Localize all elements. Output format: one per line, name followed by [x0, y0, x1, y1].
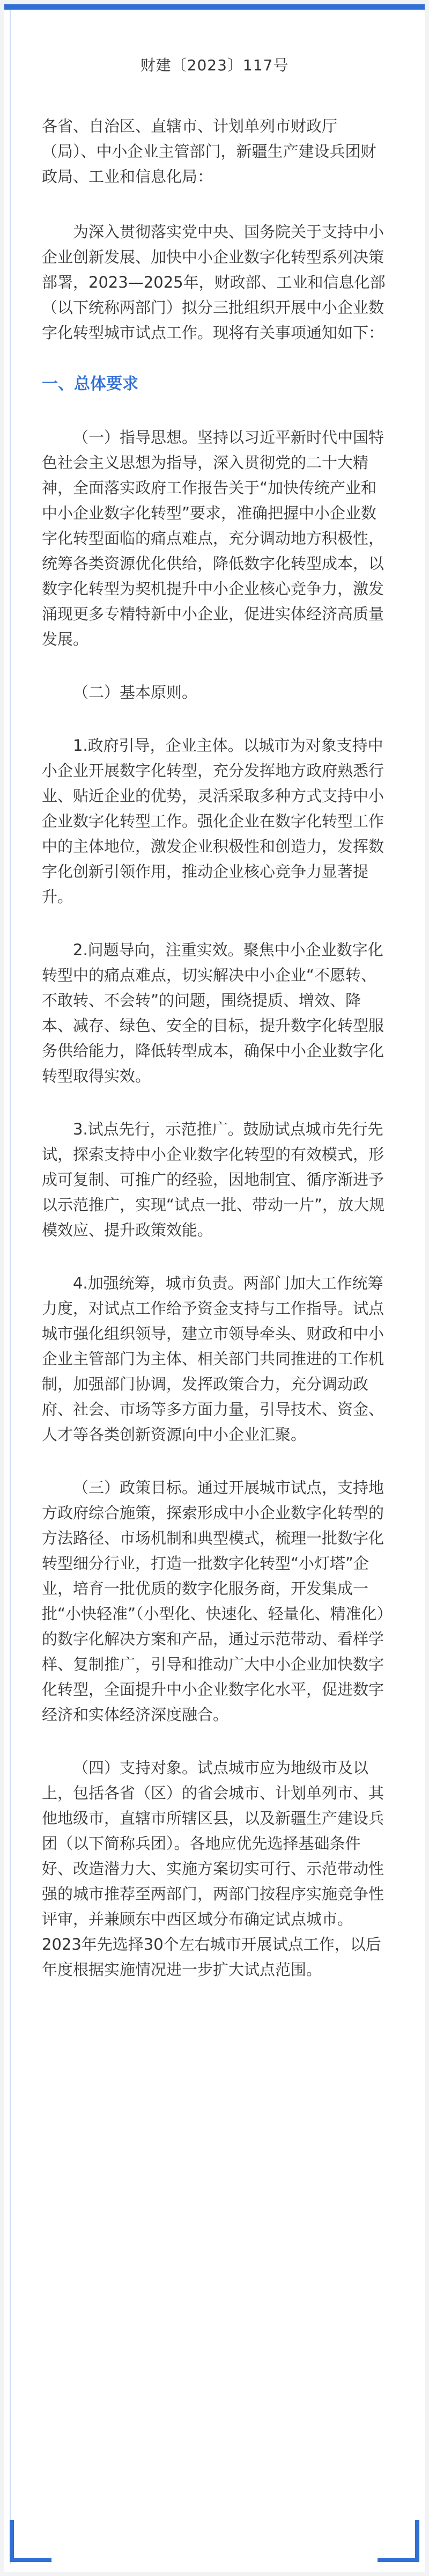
document-number: 财建〔2023〕117号 — [140, 56, 289, 74]
section-heading-general-requirements: 一、总体要求 — [42, 375, 138, 393]
left-line-decoration — [10, 10, 11, 2564]
paragraph-support-targets: （四）支持对象。试点城市应为地级市及以上，包括各省（区）的省会城市、计划单列市、其他地级市，直辖市所辖区县，以及新疆生产建设兵团（以下简称兵团）。各地应优先选择基础条件好、改造潜力大、实施方案切实可行、示范带动性强的城市推荐至两部门，两部门按程序实施竞争性评审，并兼顾东中西区域分布确定试点城市。2023年先选择30个左右城市开展试点工作，以后年度根据实施情况进一步扩大试点范围。 — [42, 1759, 384, 1979]
intro-paragraph: 为深入贯彻落实党中央、国务院关于支持中小企业创新发展、加快中小企业数字化转型系列决策部署，2023—2025年，财政部、工业和信息化部（以下统称两部门）拟分三批组织开展中小企业数字化转型城市试点工作。现将有关事项通知如下： — [42, 223, 386, 342]
top-border-decoration — [4, 4, 425, 10]
paragraph-policy-goals: （三）政策目标。通过开展城市试点，支持地方政府综合施策，探索形成中小企业数字化转型的方法路径、市场机制和典型模式，梳理一批数字化转型细分行业，打造一批数字化转型“小灯塔”企业，培育一批优质的数字化服务商，开发集成一批“小快轻准”（小型化、快速化、轻量化、精准化）的数字化解决方案和产品，通过示范带动、看样学样、复制推广，引导和推动广大中小企业加快数字化转型，全面提升中小企业数字化水平，促进数字经济和实体经济深度融合。 — [42, 1479, 385, 1724]
article-page — [4, 4, 425, 2572]
paragraph-principle-1: 1.政府引导，企业主体。以城市为对象支持中小企业开展数字化转型，充分发挥地方政府熟悉行业、贴近企业的优势，灵活采取多种方式支持中小企业数字化转型工作。强化企业在数字化转型工作中的主体地位，激发企业积极性和创造力，发挥数字化创新引领作用，推动企业核心竞争力显著提升。 — [42, 736, 384, 906]
bottom-left-corner-decoration — [10, 2520, 51, 2562]
paragraph-principle-4: 4.加强统筹，城市负责。两部门加大工作统筹力度，对试点工作给予资金支持与工作指导。试点城市强化组织领导，建立市领导牵头、财政和中小企业主管部门为主体、相关部门共同推进的工作机制，加强部门协调，发挥政策合力，充分调动政府、社会、市场等多方面力量，引导技术、资金、人才等各类创新资源向中小企业汇聚。 — [42, 1274, 384, 1444]
paragraph-guiding-ideology: （一）指导思想。坚持以习近平新时代中国特色社会主义思想为指导，深入贯彻党的二十大精神，全面落实政府工作报告关于“加快传统产业和中小企业数字化转型”要求，准确把握中小企业数字化转型面临的痛点难点，充分调动地方积极性，统筹各类资源优化供给，降低数字化转型成本，以数字化转型为契机提升中小企业核心竞争力，激发涌现更多专精特新中小企业，促进实体经济高质量发展。 — [42, 428, 384, 648]
paragraph-principle-3: 3.试点先行，示范推广。鼓励试点城市先行先试，探索支持中小企业数字化转型的有效模式，形成可复制、可推广的经验，因地制宜、循序渐进予以示范推广，实现“试点一批、带动一片”，放大规模效应、提升政策效能。 — [42, 1120, 385, 1239]
addressees: 各省、自治区、直辖市、计划单列市财政厅（局）、中小企业主管部门，新疆生产建设兵团财政局、工业和信息化局： — [42, 117, 376, 186]
paragraph-principle-2: 2.问题导向，注重实效。聚焦中小企业数字化转型中的痛点难点，切实解决中小企业“不愿转、不敢转、不会转”的问题，围绕提质、增效、降本、减存、绿色、安全的目标，提升数字化转型服务供给能力，降低转型成本，确保中小企业数字化转型取得实效。 — [42, 941, 384, 1085]
bottom-right-corner-decoration — [378, 2520, 419, 2562]
paragraph-basic-principles: （二）基本原则。 — [73, 683, 198, 701]
article-content — [42, 54, 387, 2010]
